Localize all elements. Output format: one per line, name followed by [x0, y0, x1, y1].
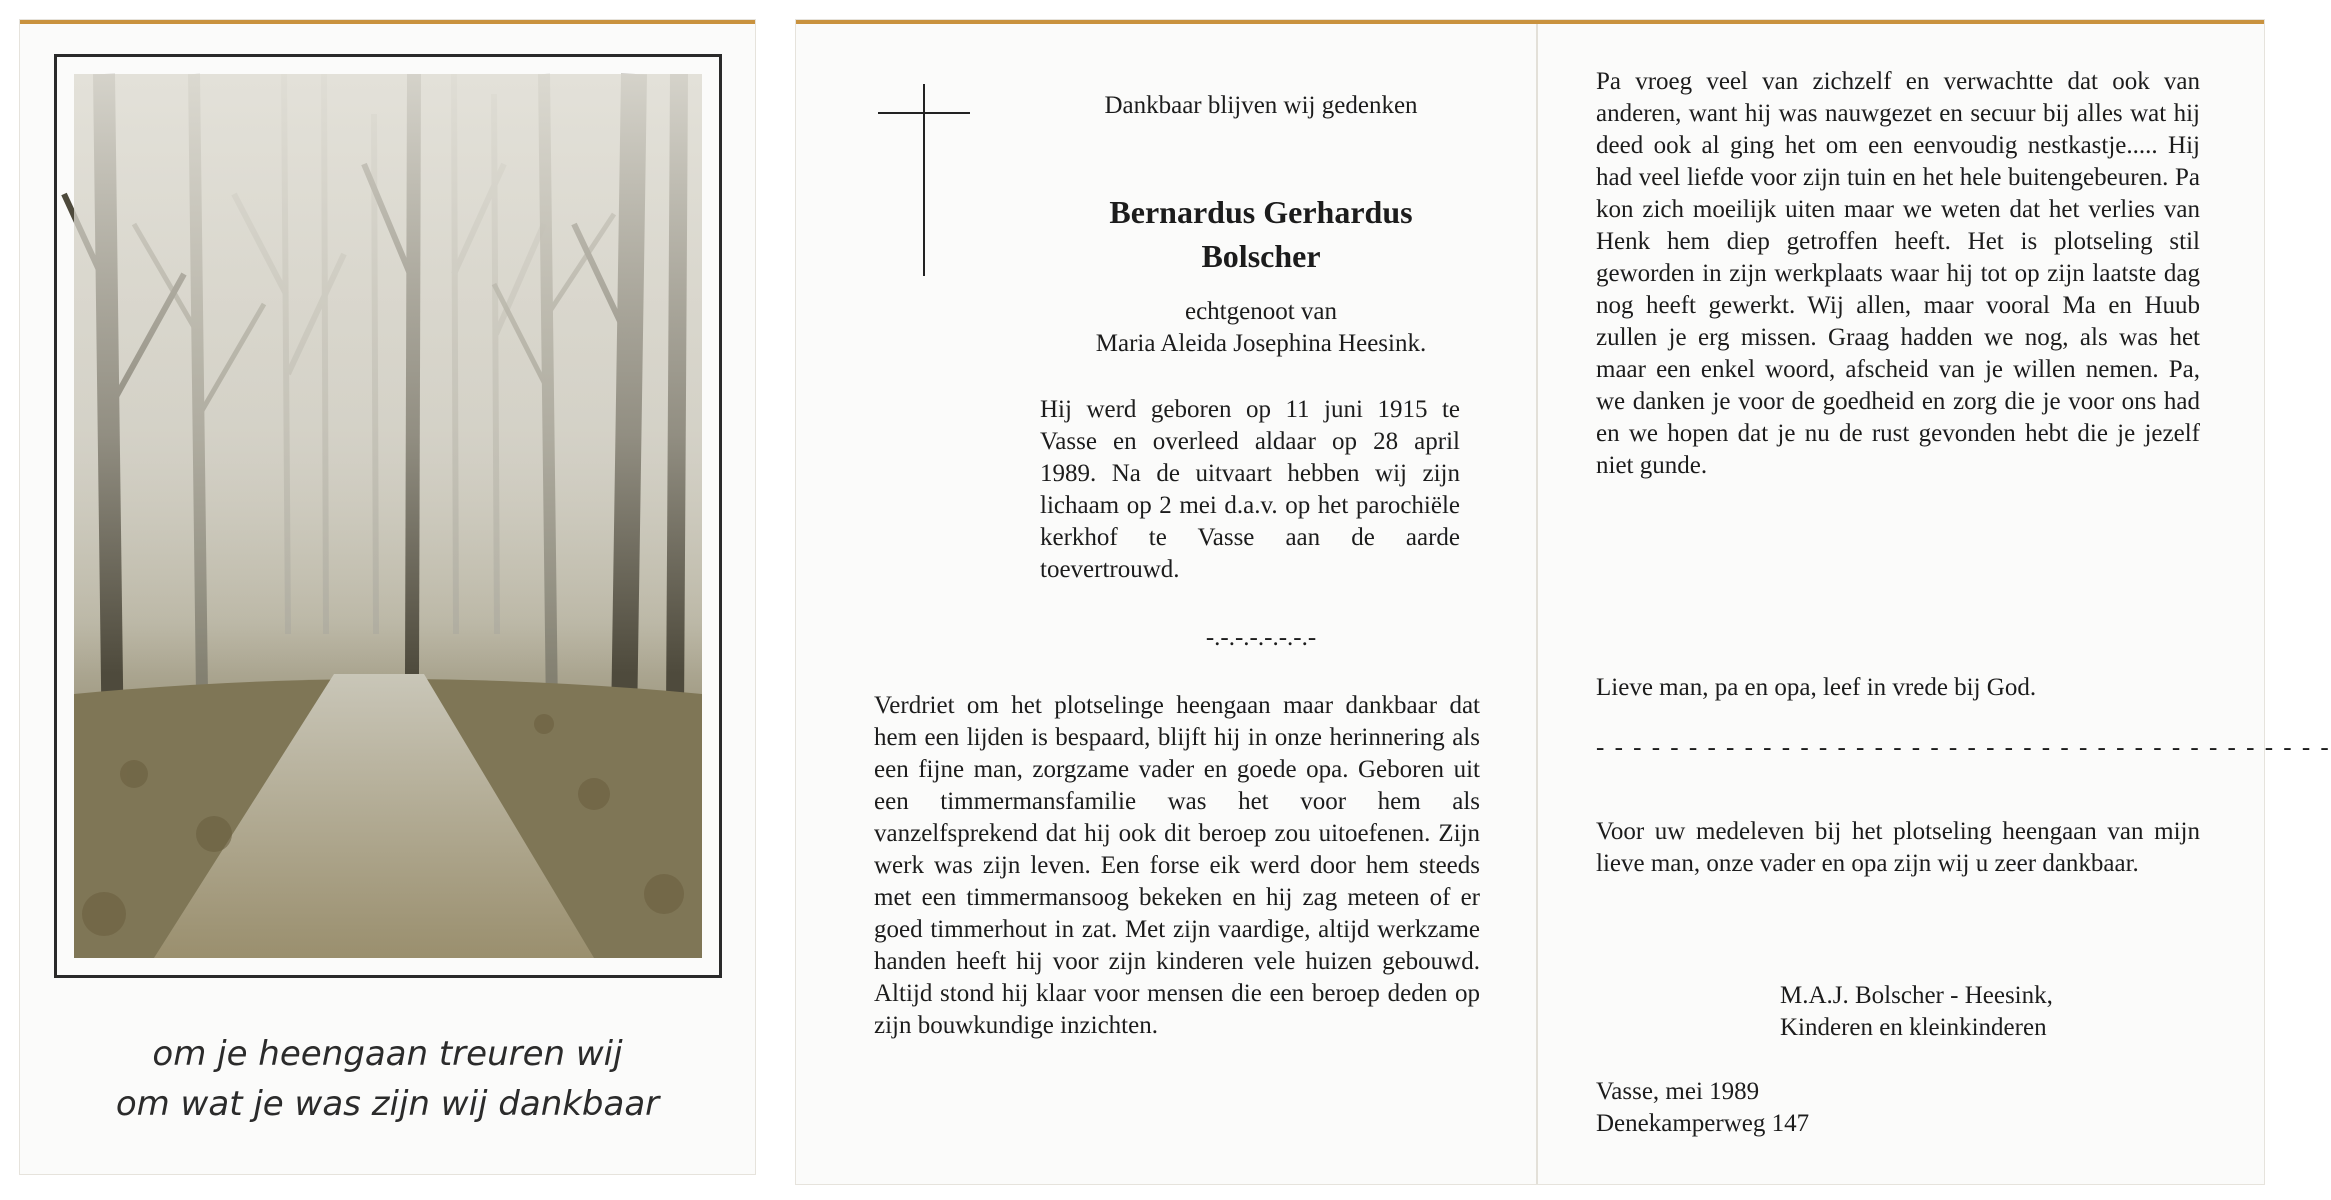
signatures — [1780, 980, 2200, 1044]
deceased-name-line-2: Bolscher — [1201, 238, 1321, 274]
place-and-address — [1596, 1076, 2200, 1140]
signer-2: Kinderen en kleinkinderen — [1780, 1014, 2047, 1041]
thanks-text: Voor uw medeleven bij het plotseling heengaan van mijn lieve man, onze vader en opa zijn wij u zeer dankbaar. — [1596, 818, 2200, 877]
cross-icon-bar — [878, 112, 970, 114]
forest-photo — [74, 74, 702, 958]
birth-death-text: Hij werd geboren op 11 juni 1915 te Vasse en overleed aldaar op 28 april 1989. Na de uitvaart hebben wij zijn lichaam op 2 mei d.a.v. op het parochiële kerkhof te Vasse aan de aarde toevertrouwd. — [1040, 396, 1460, 583]
address: Denekamperweg 147 — [1596, 1110, 1810, 1137]
closing-line: Lieve man, pa en opa, leef in vrede bij God. — [1596, 674, 2037, 701]
verse-line-1: om je heengaan treuren wij — [152, 1034, 623, 1074]
deceased-name-line-1: Bernardus Gerhardus — [1109, 194, 1413, 230]
separator: -.-.-.-.-.-.-.- — [1205, 624, 1317, 651]
heading: Dankbaar blijven wij gedenken — [1104, 92, 1418, 119]
remembrance-text: Pa vroeg veel van zichzelf en verwachtte dat ook van anderen, want hij was nauwgezet en secuur bij alles wat hij deed ook al ging het om een eenvoudig nestkastje..... Hij had veel liefde voor zijn tuin en het hele buitengebeuren. Pa kon zich moeilijk uiten maar we weten dat het verlies van Henk hem diep getroffen heeft. Het is plotseling stil geworden in zijn werkplaats waar hij tot op zijn laatste dag nog heeft gewerkt. Wij allen, maar vooral Ma en Huub zullen je erg missen. Graag hadden we nog, als was het maar een enkel woord, afscheid van je willen nemen. Pa, we danken je voor de goedheid en zorg die je voor ons had en we hopen dat je nu de rust gevonden hebt die je jezelf niet gunde. — [1596, 68, 2200, 479]
spouse-name: Maria Aleida Josephina Heesink. — [1095, 330, 1427, 357]
signer-1: M.A.J. Bolscher - Heesink, — [1780, 982, 2053, 1009]
dashed-divider: - - - - - - - - - - - - - - - - - - - - - - - - - - - - - - - - - - - - - - - - — [1596, 734, 2331, 761]
inner-card — [796, 20, 2331, 1184]
forest-illustration — [74, 74, 702, 958]
place-date: Vasse, mei 1989 — [1596, 1078, 1760, 1105]
front-card — [20, 20, 755, 1174]
spouse-label: echtgenoot van — [1184, 298, 1338, 325]
biography-text: Verdriet om het plotselinge heengaan maar dankbaar dat hem een lijden is bespaard, blijft hij in onze herinnering als een fijne man, zorgzame vader en goede opa. Geboren uit een timmermansfamilie was het voor hem als vanzelfsprekend dat hij ook dit beroep zou uitoefenen. Zijn werk was zijn leven. Een forse eik werd door hem steeds met een timmermansoog bekeken en hij zag meteen of er goed timmerhout in zat. Met zijn vaardige, altijd werkzame handen heeft hij voor zijn kinderen vele huizen gebouwd. Altijd stond hij klaar voor mensen die een beroep deden op zijn bouwkundige inzichten. — [874, 692, 1480, 1039]
verse-line-2: om wat je was zijn wij dankbaar — [115, 1084, 660, 1124]
card-fold — [1536, 24, 1538, 1184]
